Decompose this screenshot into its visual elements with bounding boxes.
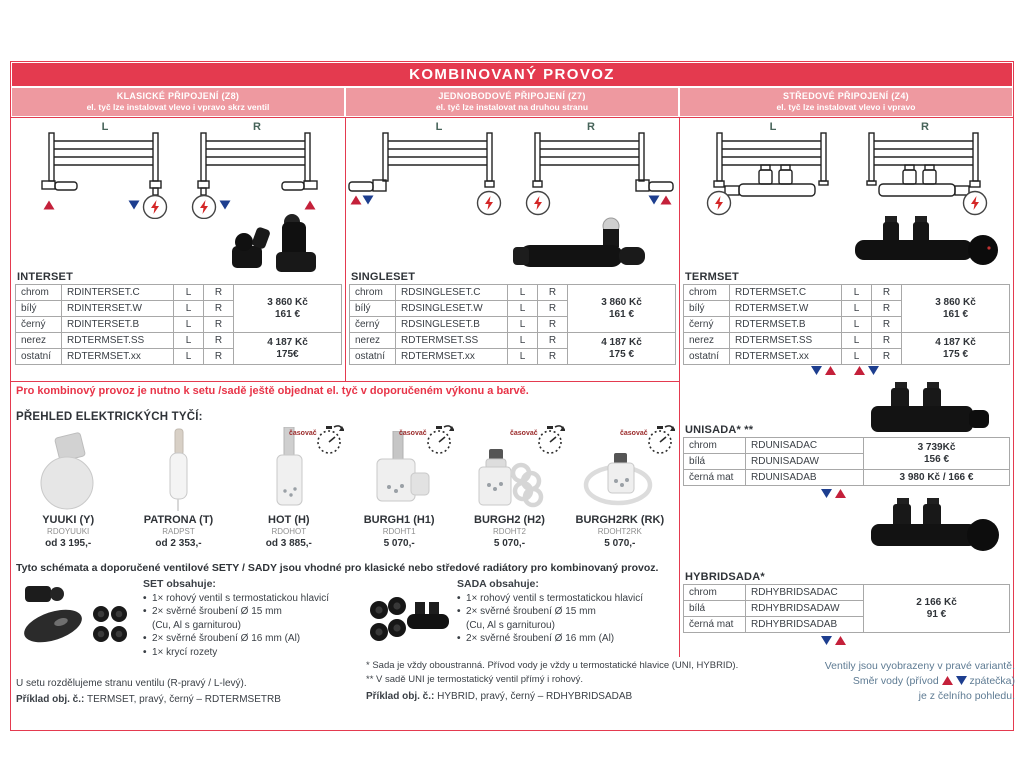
sada-parts-photo — [363, 586, 451, 656]
color-cell: chrom — [684, 285, 730, 301]
rod-code: RDOHT1 — [382, 527, 416, 536]
r-cell: R — [872, 349, 902, 365]
yuuki-photo — [33, 431, 103, 511]
rod-photo — [123, 425, 233, 511]
price-czk: 2 166 Kč — [916, 596, 957, 608]
rod-photo — [13, 425, 123, 511]
code-cell: RDTERMSET.SS — [396, 333, 508, 349]
r-cell: R — [204, 317, 234, 333]
singleset-table — [349, 284, 676, 365]
header-subtitle: el. tyč lze instalovat vlevo i vpravo skrz ventil — [86, 102, 270, 112]
sada-contents-title: SADA obsahuje: — [457, 578, 539, 590]
svg-text:časovač: časovač — [288, 430, 317, 437]
price-cell — [234, 285, 342, 333]
price-cell — [902, 333, 1010, 365]
bullet: • — [143, 592, 147, 604]
price-czk: 3 860 Kč — [267, 296, 308, 308]
timer-icon — [288, 423, 344, 457]
flow-up-icon — [835, 489, 846, 498]
color-cell: černý — [16, 317, 62, 333]
code-cell: RDHYBRIDSADAW — [746, 601, 864, 617]
price-cell — [864, 585, 1010, 633]
r-cell: R — [538, 333, 568, 349]
color-cell: nerez — [350, 333, 396, 349]
set-item-text: 2× svěrné šroubení Ø 16 mm (Al) — [152, 633, 301, 644]
color-cell: bílá — [684, 601, 746, 617]
price-eur: 175 € — [608, 348, 635, 360]
code-cell: RDINTERSET.B — [62, 317, 174, 333]
l-cell: L — [174, 285, 204, 301]
l-cell: L — [174, 333, 204, 349]
code-cell: RDTERMSET.W — [730, 301, 842, 317]
unisada-valve-photo — [863, 380, 993, 442]
svg-text:R: R — [921, 121, 929, 133]
flow-up-icon — [835, 636, 846, 645]
code-cell: RDTERMSET.SS — [730, 333, 842, 349]
footnote-2: ** V sadě UNI je termostatický ventil přímý i rohový. — [366, 674, 583, 685]
r-cell: R — [538, 317, 568, 333]
price-eur: 161 € — [608, 308, 635, 320]
rod-name: PATRONA (T) — [143, 514, 214, 526]
l-cell: L — [508, 317, 538, 333]
l-cell: L — [842, 285, 872, 301]
price-cell — [568, 285, 676, 333]
header-klasicke — [12, 88, 344, 116]
rod-burgh2 — [454, 425, 564, 549]
color-cell: ostatní — [350, 349, 396, 365]
order-example-value: HYBRID, pravý, černý – RDHYBRIDSADAB — [434, 691, 633, 702]
price-cell — [568, 333, 676, 365]
hybridsada-label: HYBRIDSADA* — [685, 571, 765, 583]
svg-text:časovač: časovač — [619, 430, 648, 437]
schemas-note: Tyto schémata a doporučené ventilové SETY / SADY jsou vhodné pro klasické nebo středové radiátory pro kombinovaný provoz. — [16, 562, 659, 574]
casovac-icon — [288, 423, 344, 457]
price-eur: 91 € — [926, 608, 947, 620]
svg-text:časovač: časovač — [399, 430, 427, 437]
casovac-icon — [398, 423, 454, 457]
interset-label: INTERSET — [17, 271, 73, 283]
rod-price: 5 070,- — [493, 538, 526, 549]
color-cell: nerez — [684, 333, 730, 349]
sada-contents — [457, 578, 687, 646]
rod-price: od 3 195,- — [45, 538, 92, 549]
timer-icon — [619, 423, 675, 457]
flow-down-icon — [811, 366, 822, 375]
unisada-flow-arrows — [821, 489, 846, 498]
order-example-label: Příklad obj. č.: — [16, 694, 85, 705]
hybridsada-table — [683, 584, 1010, 633]
rod-name: BURGH2 (H2) — [474, 514, 545, 526]
r-cell: R — [204, 301, 234, 317]
note-line-1: Ventily jsou vyobrazeny v pravé variantě. — [824, 660, 1015, 672]
flow-down-icon — [821, 489, 832, 498]
rod-code: RDOHT2 — [493, 527, 526, 536]
price-eur: 175€ — [276, 348, 299, 360]
price-cell — [902, 285, 1010, 333]
header-title: STŘEDOVÉ PŘIPOJENÍ (Z4) — [783, 91, 909, 101]
rod-price: 5 070,- — [383, 538, 415, 549]
r-cell: R — [538, 349, 568, 365]
header-jednobodove — [346, 88, 678, 116]
r-cell: R — [872, 317, 902, 333]
note-line-3: je z čelního pohledu. — [918, 690, 1015, 702]
svg-text:L: L — [769, 121, 777, 133]
sada-item — [457, 619, 687, 633]
r-cell: R — [872, 285, 902, 301]
singleset-label: SINGLESET — [351, 271, 416, 283]
r-cell: R — [204, 285, 234, 301]
rods-heading: PŘEHLED ELEKTRICKÝCH TYČÍ: — [16, 411, 203, 423]
rod-name: BURGH2RK (RK) — [575, 514, 665, 526]
order-note: Pro kombinový provoz je nutno k setu /sadě ještě objednat el. tyč v doporučeném výkonu a barvě. — [16, 385, 529, 397]
casovac-icon — [509, 423, 565, 457]
rod-patrona — [123, 425, 233, 549]
code-cell: RDTERMSET.C — [730, 285, 842, 301]
sada-item — [457, 605, 687, 619]
color-cell: bílý — [350, 301, 396, 317]
l-cell: L — [842, 301, 872, 317]
svg-text:časovač: časovač — [509, 430, 538, 437]
page-title: KOMBINOVANÝ PROVOZ — [12, 63, 1012, 86]
color-cell: bílý — [684, 301, 730, 317]
code-cell: RDHYBRIDSADAC — [746, 585, 864, 601]
price-eur: 161 € — [942, 308, 969, 320]
header-stredove — [680, 88, 1012, 116]
price-eur: 175 € — [942, 348, 969, 360]
rod-price: od 2 353,- — [155, 538, 202, 549]
sada-item — [457, 592, 687, 606]
color-cell: chrom — [350, 285, 396, 301]
price-czk: 3 860 Kč — [601, 296, 642, 308]
flow-up-icon — [825, 366, 836, 375]
note-line-2a: Směr vody (přívod — [852, 675, 939, 687]
set-item-text: 1× krycí rozety — [152, 646, 218, 658]
svg-text:L: L — [101, 121, 109, 133]
header-subtitle: el. tyč lze instalovat na druhou stranu — [435, 102, 589, 112]
rod-hot — [234, 425, 344, 549]
casovac-icon — [619, 423, 675, 457]
rod-price: od 3 885,- — [265, 538, 312, 549]
set-item — [143, 592, 371, 606]
l-cell: L — [842, 349, 872, 365]
l-cell: L — [508, 349, 538, 365]
flow-down-icon — [868, 366, 879, 375]
code-cell: RDTERMSET.SS — [62, 333, 174, 349]
code-cell: RDSINGLESET.B — [396, 317, 508, 333]
divider — [11, 381, 679, 382]
l-cell: L — [174, 349, 204, 365]
r-cell: R — [872, 333, 902, 349]
code-cell: RDHYBRIDSADAB — [746, 617, 864, 633]
color-cell: černý — [350, 317, 396, 333]
rod-name: BURGH1 (H1) — [363, 514, 435, 526]
flow-down-icon — [956, 676, 967, 685]
rod-yuuki — [13, 425, 123, 549]
l-cell: L — [508, 301, 538, 317]
order-example-set — [16, 694, 281, 705]
rod-price: 5 070,- — [604, 538, 636, 549]
price-czk: 4 187 Kč — [267, 336, 308, 348]
price-czk: 4 187 Kč — [935, 336, 976, 348]
code-cell: RDTERMSET.xx — [62, 349, 174, 365]
set-item — [143, 605, 371, 619]
note-line-2 — [731, 674, 1015, 689]
termset-flow-arrows — [811, 366, 879, 375]
order-example-value: TERMSET, pravý, černý – RDTERMSETRB — [84, 694, 281, 705]
price-cell — [234, 333, 342, 365]
divider — [11, 117, 1013, 118]
header-title: KLASICKÉ PŘIPOJENÍ (Z8) — [116, 91, 240, 101]
l-cell: L — [842, 317, 872, 333]
svg-text:R: R — [587, 121, 595, 133]
r-cell: R — [538, 285, 568, 301]
code-cell: RDUNISADAW — [746, 454, 864, 470]
set-item-text: 2× svěrné šroubení Ø 15 mm — [152, 606, 282, 617]
bullet: • — [143, 606, 147, 617]
sada-item-text: 2× svěrné šroubení Ø 15 mm — [466, 606, 596, 617]
interset-valve-photo — [226, 212, 336, 282]
color-cell: chrom — [684, 438, 746, 454]
valve-orientation-note — [731, 659, 1015, 704]
unisada-table — [683, 437, 1010, 486]
set-item-text: (Cu, Al s garniturou) — [152, 619, 241, 631]
l-cell: L — [508, 333, 538, 349]
code-cell: RDTERMSET.B — [730, 317, 842, 333]
price-eur: 161 € — [274, 308, 301, 320]
color-cell: černá mat — [684, 617, 746, 633]
set-contents — [143, 578, 371, 659]
code-cell: RDINTERSET.C — [62, 285, 174, 301]
hybridsada-flow-arrows — [821, 636, 846, 645]
rod-code: RDOYUUKI — [47, 527, 90, 536]
stredove-connection-diagram — [681, 119, 1011, 219]
rod-name: YUUKI (Y) — [42, 514, 95, 526]
price-czk: 4 187 Kč — [601, 336, 642, 348]
price-czk: 3 739Kč — [917, 441, 956, 453]
bullet: • — [457, 633, 461, 644]
rod-code: RDOHT2RK — [597, 527, 642, 536]
bullet: • — [143, 646, 147, 658]
rod-code: RADPST — [162, 527, 195, 536]
unisada-label: UNISADA* ** — [685, 424, 754, 436]
l-cell: L — [842, 333, 872, 349]
r-cell: R — [204, 349, 234, 365]
set-item — [143, 619, 371, 633]
color-cell: černá mat — [684, 470, 746, 486]
rod-burgh1 — [344, 425, 454, 549]
electric-rods-row — [13, 425, 675, 549]
color-cell: ostatní — [16, 349, 62, 365]
l-cell: L — [174, 301, 204, 317]
divider — [679, 117, 680, 657]
r-cell: R — [538, 301, 568, 317]
code-cell: RDTERMSET.xx — [396, 349, 508, 365]
column-headers — [12, 88, 1012, 116]
bullet: • — [143, 633, 147, 644]
note-line-2b: zpátečka) — [969, 675, 1015, 687]
color-cell: bílá — [684, 454, 746, 470]
footnote-1: * Sada je vždy oboustranná. Přívod vody je vždy u termostatické hlavice (UNI, HYBRID). — [366, 660, 739, 671]
r-cell: R — [872, 301, 902, 317]
set-side-note: U setu rozdělujeme stranu ventilu (R-pravý / L-levý). — [16, 678, 247, 689]
content-frame — [10, 61, 1014, 731]
price-eur: 156 € — [923, 453, 950, 465]
sada-item-text: (Cu, Al s garniturou) — [466, 619, 555, 631]
code-cell: RDUNISADAB — [746, 470, 864, 486]
patrona-photo — [143, 427, 213, 511]
set-item-text: 1× rohový ventil s termostatickou hlavicí — [152, 592, 330, 604]
sada-item-text: 2× svěrné šroubení Ø 16 mm (Al) — [466, 633, 615, 644]
set-item — [143, 646, 371, 660]
color-cell: bílý — [16, 301, 62, 317]
set-contents-title: SET obsahuje: — [143, 578, 216, 590]
color-cell: chrom — [16, 285, 62, 301]
svg-text:R: R — [253, 121, 261, 133]
rod-name: HOT (H) — [268, 514, 310, 526]
r-cell: R — [204, 333, 234, 349]
code-cell: RDSINGLESET.C — [396, 285, 508, 301]
divider — [345, 117, 346, 381]
termset-label: TERMSET — [685, 271, 739, 283]
bullet: • — [457, 606, 461, 617]
singleset-valve-photo — [511, 217, 651, 279]
code-cell: RDTERMSET.xx — [730, 349, 842, 365]
price-czk: 3 860 Kč — [935, 296, 976, 308]
rod-burgh2rk — [565, 425, 675, 549]
set-item — [143, 632, 371, 646]
timer-icon — [509, 423, 565, 457]
interset-table — [15, 284, 342, 365]
jednobodove-connection-diagram — [347, 119, 677, 219]
svg-text:L: L — [435, 121, 443, 133]
bullet: • — [457, 592, 461, 604]
price-cell — [864, 438, 1010, 470]
order-example-label: Příklad obj. č.: — [366, 691, 435, 702]
termset-table — [683, 284, 1010, 365]
l-cell: L — [508, 285, 538, 301]
sada-item — [457, 632, 687, 646]
set-parts-photo — [15, 582, 137, 666]
price-cell: 3 980 Kč / 166 € — [864, 470, 1010, 486]
termset-valve-photo — [849, 210, 999, 274]
flow-down-icon — [821, 636, 832, 645]
color-cell: černý — [684, 317, 730, 333]
header-subtitle: el. tyč lze instalovat vlevo i vpravo — [776, 102, 916, 112]
hybridsada-valve-photo — [867, 490, 1002, 566]
flow-up-icon — [942, 676, 953, 685]
color-cell: nerez — [16, 333, 62, 349]
timer-icon — [398, 423, 454, 457]
code-cell: RDUNISADAC — [746, 438, 864, 454]
sada-item-text: 1× rohový ventil s termostatickou hlavicí — [466, 592, 644, 604]
header-title: JEDNOBODOVÉ PŘIPOJENÍ (Z7) — [438, 91, 586, 101]
rod-code: RDOHOT — [271, 527, 307, 536]
code-cell: RDINTERSET.W — [62, 301, 174, 317]
color-cell: chrom — [684, 585, 746, 601]
klasicke-connection-diagram — [13, 119, 343, 219]
flow-up-icon — [854, 366, 865, 375]
code-cell: RDSINGLESET.W — [396, 301, 508, 317]
l-cell: L — [174, 317, 204, 333]
color-cell: ostatní — [684, 349, 730, 365]
